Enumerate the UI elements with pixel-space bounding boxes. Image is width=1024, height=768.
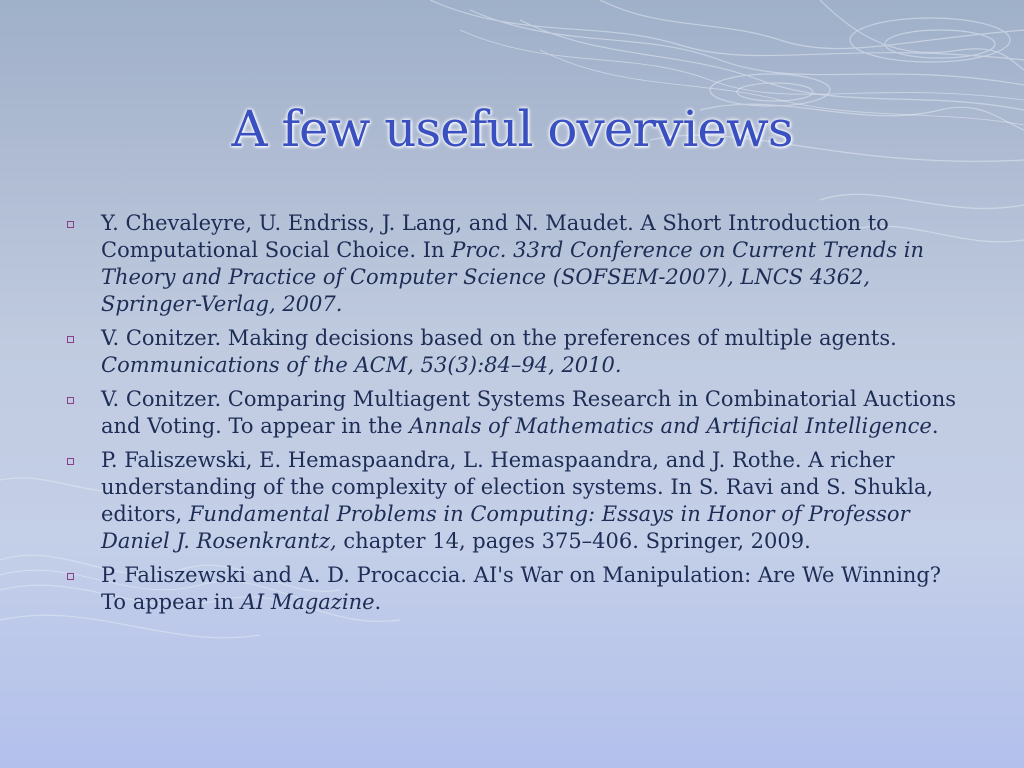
reference-item: [62, 562, 962, 616]
reference-italic-text: AI Magazine: [240, 590, 375, 614]
reference-text: P. Faliszewski and A. D. Procaccia. AI's War on Manipulation: Are We Winning? To appear in: [101, 563, 942, 614]
reference-item: [62, 325, 962, 379]
reference-item: [62, 386, 962, 440]
reference-italic-text: Communications of the ACM, 53(3):84–94, 2010.: [101, 353, 622, 377]
reference-text: .: [374, 590, 382, 614]
reference-text: V. Conitzer. Comparing Multiagent Systems Research in Combinatorial Auctions and Voting. To appear in the: [101, 387, 956, 438]
reference-italic-text: Annals of Mathematics and Artificial Intelligence: [409, 414, 932, 438]
reference-italic-text: Proc. 33rd Conference on Current Trends in Theory and Practice of Computer Science (SOFSEM-2007), LNCS 4362, Springer-Verlag, 2007.: [101, 238, 925, 316]
square-bullet-icon: [67, 336, 74, 343]
reference-text: V. Conitzer. Making decisions based on the preferences of multiple agents.: [101, 326, 897, 350]
square-bullet-icon: [67, 397, 74, 404]
reference-text: Y. Chevaleyre, U. Endriss, J. Lang, and N. Maudet. A Short Introduction to Computational Social Choice. In: [101, 211, 889, 262]
square-bullet-icon: [67, 221, 74, 228]
reference-text: .: [931, 414, 939, 438]
reference-text: chapter 14, pages 375–406. Springer, 2009.: [336, 529, 811, 553]
square-bullet-icon: [67, 573, 74, 580]
reference-item: [62, 447, 962, 555]
slide-title: A few useful overviews: [231, 100, 793, 158]
reference-text: P. Faliszewski, E. Hemaspaandra, L. Hemaspaandra, and J. Rothe. A richer understanding of the complexity of election systems. In S. Ravi and S. Shukla, editors,: [101, 448, 934, 526]
reference-italic-text: Fundamental Problems in Computing: Essays in Honor of Professor Daniel J. Rosenkrantz,: [101, 502, 910, 553]
reference-list: [62, 210, 962, 623]
reference-item: [62, 210, 962, 318]
square-bullet-icon: [67, 458, 74, 465]
